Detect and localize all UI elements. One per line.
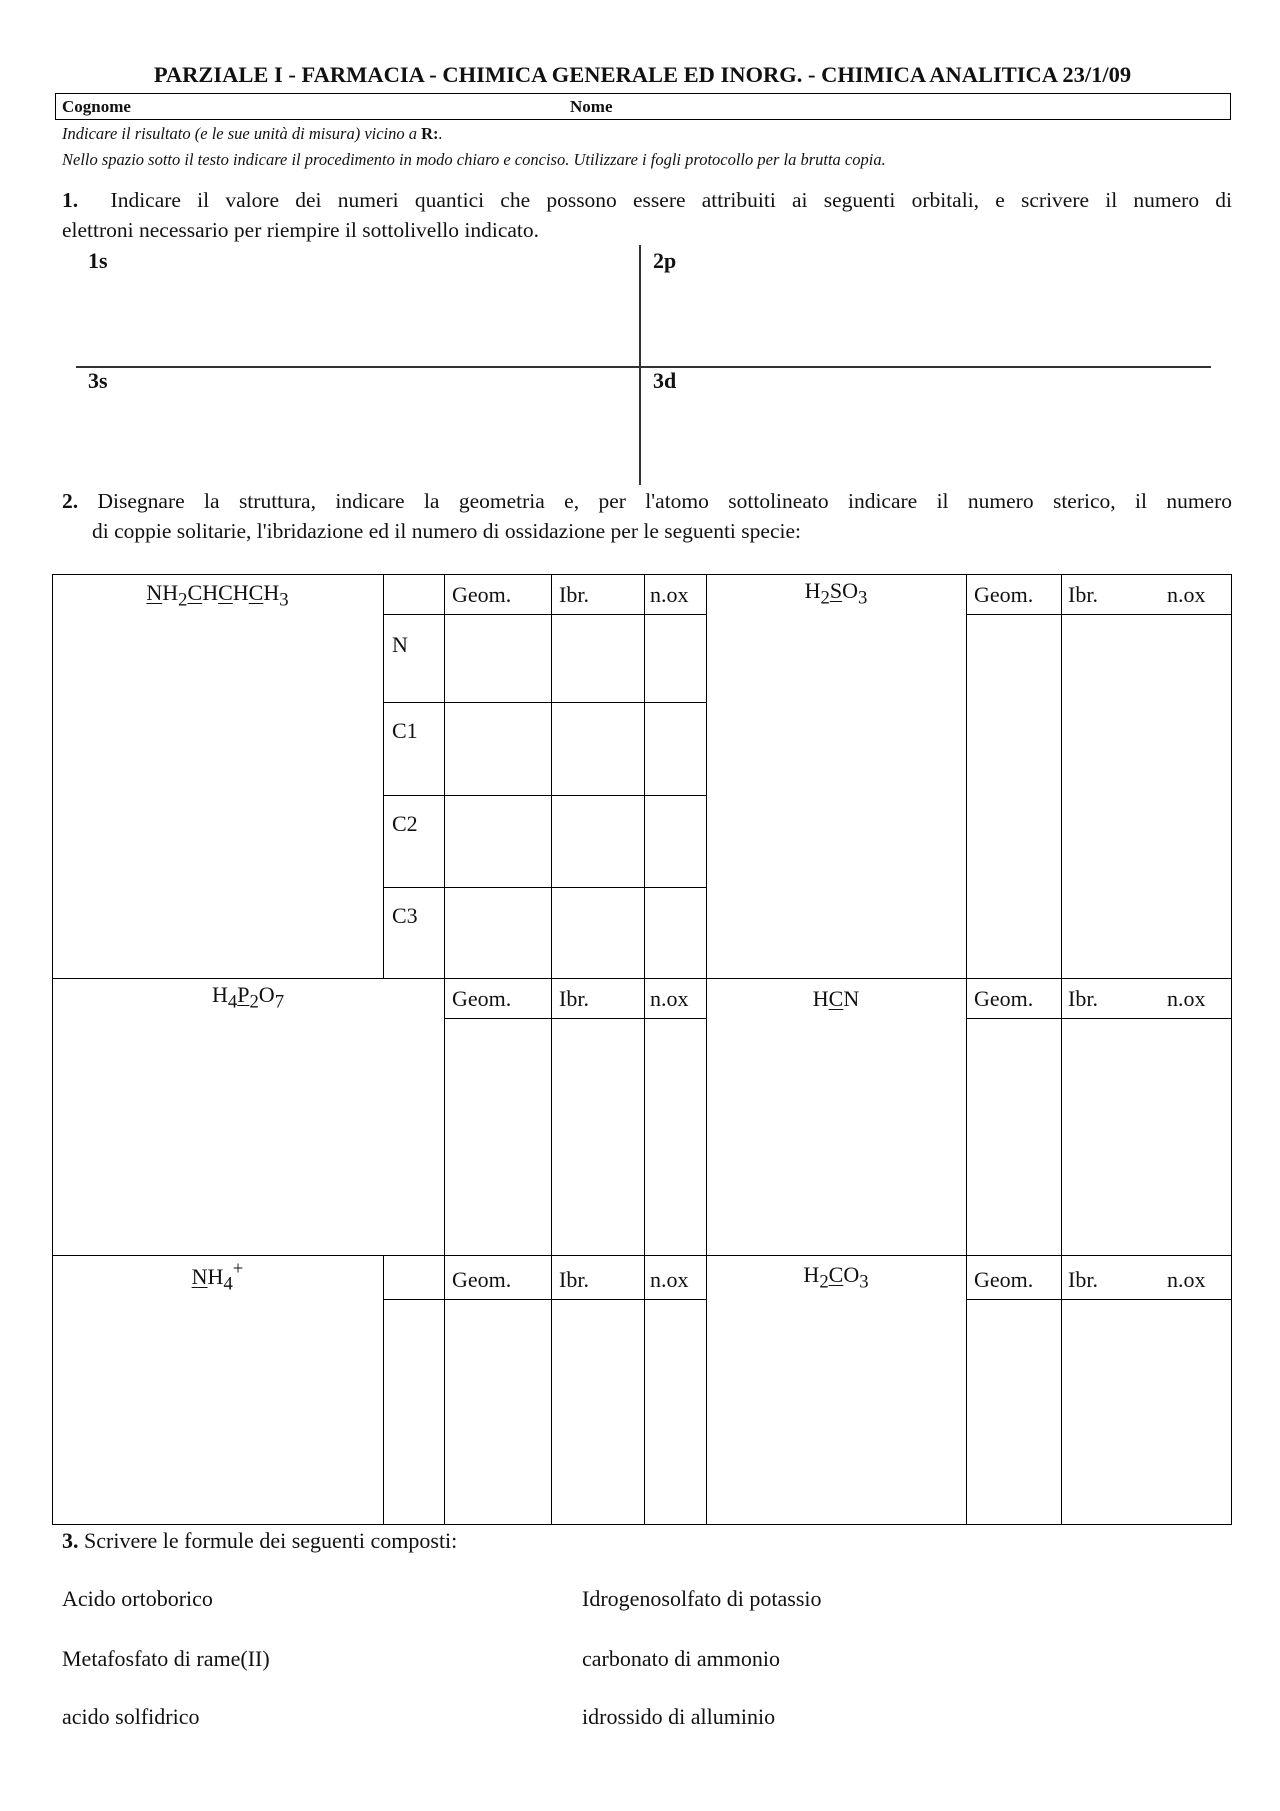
compound-right-1: Idrogenosolfato di potassio [582,1586,822,1611]
instruction-1: Indicare il risultato (e le sue unità di misura) vicino a R:. [62,124,443,143]
question-2-number: 2. [62,489,79,513]
species-formula-nh2chchch3: $NH_2CHCHCH_3$ [146,580,289,611]
col-ibr-header: Ibr. [559,986,589,1011]
atom-row-n: N [392,632,408,657]
species-formula-hcn: HCN [812,986,860,1011]
atom-row-c1: C1 [392,718,418,743]
col-ibr-header: Ibr. [1068,1267,1098,1292]
atom-row-c3: C3 [392,903,418,928]
col-ibr-header: Ibr. [1068,582,1098,607]
instruction-2: Nello spazio sotto il testo indicare il procedimento in modo chiaro e conciso. Utilizzare i fogli protocollo per la brutta copia. [62,150,886,169]
col-ibr-header: Ibr. [1068,986,1098,1011]
orbital-2p-label: 2p [653,248,677,273]
question-1-number: 1. [62,188,79,212]
compound-left-1: Acido ortoborico [62,1586,213,1611]
col-ibr-header: Ibr. [559,1267,589,1292]
question-3-number: 3. [62,1528,79,1553]
name-label: Nome [570,97,613,116]
col-geom-header: Geom. [974,986,1034,1011]
surname-label: Cognome [62,97,131,116]
col-ibr-header: Ibr. [559,582,589,607]
orbital-3d-label: 3d [653,368,677,393]
compound-right-2: carbonato di ammonio [582,1646,780,1671]
col-nox-header: n.ox [1167,986,1206,1011]
col-nox-header: n.ox [1167,582,1206,607]
orbital-grid-vertical-divider [639,245,641,485]
compound-right-3: idrossido di alluminio [582,1704,776,1729]
orbital-3s-label: 3s [88,368,108,393]
atom-row-c2: C2 [392,811,418,836]
species-formula-h4p2o7: $H_4P_2O_7$ [211,982,285,1013]
col-nox-header: n.ox [650,1267,689,1292]
col-nox-header: n.ox [650,986,689,1011]
species-formula-h2co3: $H_2CO_3$ [803,1262,869,1293]
exam-title: PARZIALE I - FARMACIA - CHIMICA GENERALE ED INORG. - CHIMICA ANALITICA 23/1/09 [153,62,1132,87]
col-geom-header: Geom. [452,1267,512,1292]
question-2-text: 2. Disegnare la struttura, indicare la geometria e, per l'atomo sottolineato indicare il numero sterico, il numero di coppie solitarie, l'ibridazione ed il numero di ossidazione per le seguenti specie: [62,489,1233,543]
orbital-grid-horizontal-divider [76,366,1211,368]
col-nox-header: n.ox [650,582,689,607]
col-geom-header: Geom. [452,986,512,1011]
name-box [55,93,1231,120]
compound-left-3: acido solfidrico [62,1704,200,1729]
col-geom-header: Geom. [974,1267,1034,1292]
species-formula-nh4-plus: $NH_4^+$ [191,1258,244,1295]
compound-left-2: Metafosfato di rame(II) [62,1646,270,1671]
species-formula-h2so3: $H_2SO_3$ [804,578,868,609]
species-table [52,574,1232,1525]
question-3-text: 3. Scrivere le formule dei seguenti composti: [62,1528,458,1553]
col-geom-header: Geom. [974,582,1034,607]
orbital-1s-label: 1s [88,248,108,273]
col-nox-header: n.ox [1167,1267,1206,1292]
col-geom-header: Geom. [452,582,512,607]
question-1-text: 1. Indicare il valore dei numeri quantici che possono essere attribuiti ai seguenti orbitali, e scrivere il numero di elettroni necessario per riempire il sottolivello indicato. [62,188,1232,242]
